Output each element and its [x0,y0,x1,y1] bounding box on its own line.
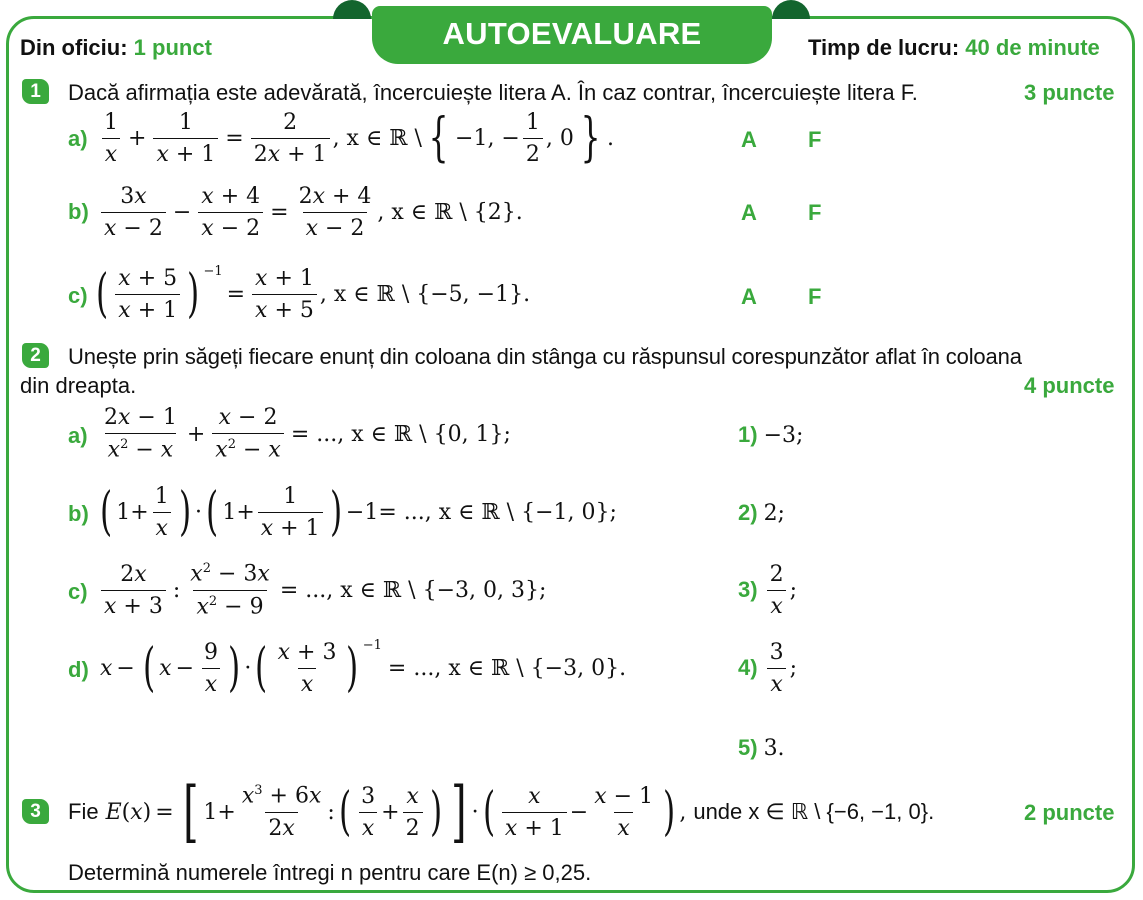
ex1-item-c-expression: ( $\frac{x + 5}{x + 1}$ ) $^{-1}$ = $\frac{x + 1}{x + 5}$ , x ∈ ℝ \ {−5, −1}. [96,264,531,324]
tab-corner-right [772,0,810,19]
ex1-item-b-expression: $\frac{3x}{x - 2}$ − $\frac{x + 4}{x - 2}$ = $\frac{2x + 4}{x - 2}$ , x ∈ ℝ \ {2}. [98,182,523,242]
time-label: Timp de lucru: [808,35,960,60]
ex1-item-b-label: b) [68,199,89,224]
ex2-item-b-label: b) [68,501,89,526]
ex1-item-c-domain: , x ∈ ℝ \ {−5, −1}. [319,281,531,307]
oficiu-label: Din oficiu: [20,35,128,60]
ex2-item-c-expression: $\frac{2x}{x + 3}$ : $\frac{x^2 - 3x}{x^2 - 9}$ = ..., x ∈ ℝ \ {−3, 0, 3}; [98,560,546,620]
ex2-answer-4: 4) $\frac{3}{x}$ ; [738,639,797,697]
page-title: AUTOEVALUARE [372,6,772,64]
oficiu-value: 1 punct [133,35,212,60]
ex1-item-a-option-f[interactable]: F [808,127,822,152]
ex2-item-a-expression: $\frac{2x - 1}{x^2 - x}$ + $\frac{x - 2}{x^2 - x}$ = ..., x ∈ ℝ \ {0, 1}; [104,405,511,463]
ex2-answer-5 [738,735,785,761]
ex1-item-c-option-f[interactable]: F [808,284,822,309]
ex1-item-b-domain: , x ∈ ℝ \ {2}. [377,199,523,225]
exercise-2-instruction-line2: din dreapta. [20,373,137,398]
ex3-where: unde x ∈ ℝ \ {−6, −1, 0}. [693,799,935,824]
ex2-answer-1-value: −3; [763,422,804,448]
ex1-item-a-set-end: , 0 [545,125,574,151]
ex1-item-a-domain: , x ∈ ℝ \ [332,125,422,151]
exercise-2-instruction-line1: Unește prin săgeți fiecare enunț din coloana din stânga cu răspunsul corespunzător aflat în coloana [68,344,1022,369]
ex3-intro: Fie [68,799,99,824]
ex2-item-a-tail: = ..., x ∈ ℝ \ {0, 1}; [290,421,511,447]
ex2-item-c-label: c) [68,579,88,604]
ex1-item-c-label: c) [68,283,88,308]
ex1-item-b-option-f[interactable]: F [808,200,822,225]
exercise-1-badge: 1 [22,79,49,104]
oficiu-info [20,35,212,61]
ex2-answer-1 [738,422,803,448]
ex1-item-a-option-a[interactable]: A [741,127,757,152]
ex1-item-b-option-a[interactable]: A [741,200,757,225]
exercise-3-badge: 3 [22,799,49,824]
ex3-expression: Fie E ( x ) = [ 1+ $\frac{x^3 + 6x}{2x}$ : ( $\frac{3}{x}$ + $\frac{x}{2}$ ) ] · ( $\frac{x}{x + 1}$ − $\frac{x - 1}{x}$ ) , unde x ∈ ℝ \ {−6, −1, 0}. [68,773,935,850]
ex2-item-d-label: d) [68,657,89,682]
ex2-answer-3: 3) $\frac{2}{x}$ ; [738,561,797,619]
exercise-1-points: 3 puncte [1024,80,1115,105]
ex2-answer-2-label: 2) [738,500,758,525]
ex1-item-a-set: −1, − [455,125,520,151]
ex2-item-b-tail: −1= ..., x ∈ ℝ \ {−1, 0}; [345,499,617,525]
time-info [808,35,1100,61]
ex1-item-a-label: a) [68,126,88,151]
ex2-answer-5-label: 5) [738,735,758,760]
tab-corner-left [333,0,371,19]
ex2-item-d-expression: x − ( x − $\frac{9}{x}$ ) · ( $\frac{x + 3}{x}$ ) $^{-1}$ = ..., x ∈ ℝ \ {−3, 0}. [100,638,627,698]
exercise-2-badge: 2 [22,343,49,368]
exercise-3-points: 2 puncte [1024,800,1115,825]
exercise-1-instruction: Dacă afirmația este adevărată, încercuiește litera A. În caz contrar, încercuiește litera F. [68,80,918,105]
ex2-answer-2-value: 2; [763,500,785,526]
ex1-item-a-expression: $\frac{1}{x}$ + $\frac{1}{x + 1}$ = $\frac{2}{2x + 1}$ , x ∈ ℝ \ { −1, − $\frac{1}{2}$ , 0 } . [98,108,614,168]
ex2-item-d-tail: = ..., x ∈ ℝ \ {−3, 0}. [387,655,627,681]
ex2-item-a-label: a) [68,423,88,448]
ex2-answer-5-value: 3. [763,735,785,761]
ex2-answer-1-label: 1) [738,422,758,447]
exercise-2-points: 4 puncte [1024,373,1115,398]
ex1-item-c-option-a[interactable]: A [741,284,757,309]
exercise-3-task: Determină numerele întregi n pentru care E(n) ≥ 0,25. [68,860,592,885]
ex2-answer-3-label: 3) [738,577,758,602]
ex2-item-b-expression: ( 1+ $\frac{1}{x}$ ) · ( 1+ $\frac{1}{x + 1}$ ) −1= ..., x ∈ ℝ \ {−1, 0}; [100,482,617,542]
ex2-answer-2 [738,500,785,526]
ex2-item-c-tail: = ..., x ∈ ℝ \ {−3, 0, 3}; [279,577,547,603]
ex1-item-a-end: . [606,125,614,151]
ex2-answer-4-label: 4) [738,655,758,680]
time-value: 40 de minute [965,35,1100,60]
